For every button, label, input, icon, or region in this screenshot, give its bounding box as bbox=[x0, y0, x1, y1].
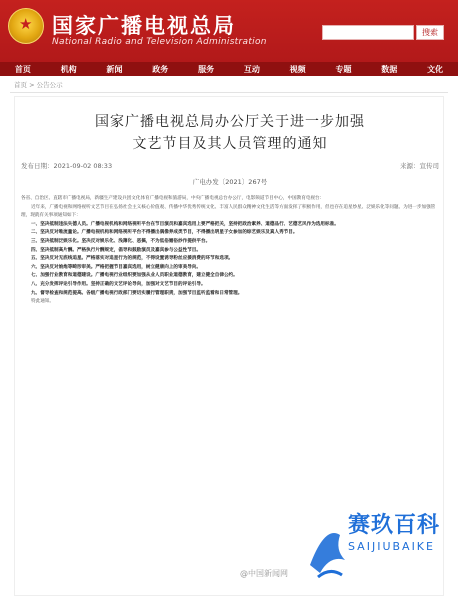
body-paragraph: 六、坚决反对娘炮等畸形审美。严格把握节目嘉宾选用，树立健康向上的审美导向。 bbox=[31, 264, 201, 270]
document-number: 广电办发〔2021〕267号 bbox=[192, 178, 268, 186]
body-paragraph: 特此通知。 bbox=[31, 299, 54, 305]
nav-item-topics[interactable]: 专题 bbox=[335, 64, 352, 74]
body-paragraph: 二、坚决反对唯流量论。广播电视机构和网络视听平台不得播出偶像养成类节目，不得播出明星子女参加的综艺娱乐及真人秀节目。 bbox=[31, 230, 298, 236]
site-header bbox=[0, 0, 458, 62]
brand-watermark-en: SAIJIUBAIKE bbox=[348, 540, 435, 553]
nav-item-agencies[interactable]: 机构 bbox=[60, 64, 77, 74]
body-paragraph: 七、加强行业教育和道德建设。广播电视行业组织要加强从业人员职业道德教育，建立健全自律公约。 bbox=[31, 273, 238, 279]
divider bbox=[10, 92, 448, 93]
search-button[interactable]: 搜索 bbox=[416, 25, 444, 40]
body-paragraph: 四、坚决抵制高片酬。严格执行片酬规定，倡导和鼓励演员及嘉宾参与公益性节目。 bbox=[31, 247, 201, 253]
publish-date: 发布日期：2021-09-02 08:33 bbox=[21, 162, 113, 170]
nav-item-government[interactable]: 政务 bbox=[152, 64, 169, 74]
body-paragraph: 五、坚决反对无底线追星。严格落实对追星行为的规范，不得设置诱导粉丝应援消费的环节和选项。 bbox=[31, 256, 234, 262]
weibo-watermark: @中国新闻网 bbox=[240, 569, 288, 578]
article-source: 来源：宣传司 bbox=[400, 162, 439, 170]
nav-item-data[interactable]: 数据 bbox=[381, 64, 398, 74]
brand-watermark: 赛玖百科 bbox=[348, 513, 441, 538]
nav-item-news[interactable]: 新闻 bbox=[106, 64, 123, 74]
search-input[interactable] bbox=[322, 25, 414, 40]
article-body bbox=[21, 195, 439, 307]
article-meta bbox=[21, 161, 439, 170]
article-title-line1: 国家广播电视总局办公厅关于进一步加强 bbox=[95, 114, 365, 130]
main-nav bbox=[0, 62, 458, 76]
article-title-line2: 文艺节目及其人员管理的通知 bbox=[132, 136, 328, 152]
site-subtitle: National Radio and Television Administration bbox=[52, 37, 267, 47]
body-paragraph: 三、坚决抵制泛娱乐化。坚决反对娱乐化、浅薄化、恶搞，不为低俗媚俗炒作提供平台。 bbox=[31, 238, 211, 244]
site-title[interactable]: 国家广播电视总局 bbox=[52, 14, 236, 38]
nav-item-video[interactable]: 视频 bbox=[289, 64, 306, 74]
body-paragraph: 九、督导检查和规范提高。各级广播电视行政部门要切实履行管理职责，加强节目监听监看和日常管理。 bbox=[31, 290, 243, 296]
nav-item-culture[interactable]: 文化 bbox=[427, 64, 444, 74]
body-paragraph: 各省、自治区、直辖市广播电视局，新疆生产建设兵团文化体育广播电视和旅游局，中央广播电视总台办公厅，电影频道节目中心，中国教育电视台： bbox=[21, 196, 325, 201]
nav-item-services[interactable]: 服务 bbox=[198, 64, 215, 74]
nav-item-interaction[interactable]: 互动 bbox=[243, 64, 260, 74]
body-paragraph: 一、坚决抵制违法失德人员。广播电视机构和网络视听平台在节目演员和嘉宾选用上要严格把关，坚持把政治素养、道德品行、艺德艺风作为选用标准。 bbox=[31, 221, 339, 227]
nav-item-home[interactable]: 首页 bbox=[14, 64, 31, 74]
body-paragraph: 八、充分发挥评论引导作用。坚持正确的文艺评论导向，加强对文艺节目的评论引导。 bbox=[31, 281, 206, 287]
national-emblem-icon[interactable] bbox=[8, 8, 44, 44]
breadcrumb[interactable]: 首页 > 公告公示 bbox=[14, 81, 63, 89]
body-paragraph: 近年来，广播电视和网络视听文艺节目在弘扬社会主义核心价值观、传播中华优秀传统文化、丰富人民群众精神文化生活等方面发挥了积极作用，但也存在追星炒星、泛娱乐化等问题。为进一步加强管理，现就有关事项通知如下： bbox=[21, 204, 436, 219]
